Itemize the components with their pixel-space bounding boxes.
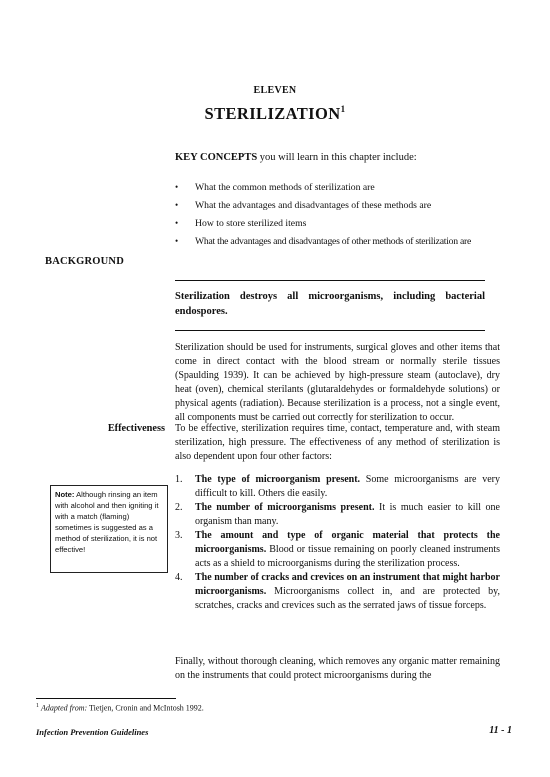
- note-text: Although rinsing an item with alcohol and then igniting it with a match (flaming) sometimes is suggested as a method of sterilization, it is not effective!: [55, 490, 159, 554]
- footnote-text: Tietjen, Cronin and McIntosh 1992.: [87, 703, 204, 713]
- factor-title: The amount and type of organic material that protects the microorganisms.: [195, 530, 500, 555]
- list-number: 2.: [175, 502, 183, 513]
- background-paragraph: Sterilization should be used for instruments, surgical gloves and other items that come in direct contact with the blood stream or normally sterile tissues (Spaulding 1939). It can be achieved by high-pressure steam (autoclave), dry heat (oven), chemical sterilants (glutaraldehydes or formaldehyde solutions) or physical agents (radiation). Because sterilization is a process, not a single event, all components must be carried out correctly for sterilization to occur.: [175, 342, 500, 423]
- title-footnote-mark: 1: [340, 103, 346, 114]
- list-item: [175, 473, 500, 501]
- section-heading-background: BACKGROUND: [45, 256, 125, 267]
- closing-paragraph: Finally, without thorough cleaning, which removes any organic matter remaining on the instruments that could protect microorganisms during the: [175, 656, 500, 681]
- footnote-rule: [36, 698, 176, 699]
- chapter-title: [0, 104, 550, 124]
- list-number: 1.: [175, 474, 183, 485]
- list-number: 4.: [175, 572, 183, 583]
- key-concepts-label: KEY CONCEPTS: [175, 152, 258, 163]
- list-item: [175, 232, 515, 250]
- list-item: [175, 196, 515, 214]
- margin-heading-effectiveness: Effectiveness: [107, 423, 165, 434]
- key-concepts-intro: [175, 152, 417, 163]
- footnote-label: Adapted from:: [41, 703, 88, 713]
- list-item-text: What the advantages and disadvantages of these methods are: [195, 200, 432, 211]
- list-item-text: How to store sterilized items: [195, 218, 307, 229]
- list-item-text: What the advantages and disadvantages of other methods of sterilization are: [195, 236, 472, 247]
- highlight-rule-bottom: [175, 330, 485, 331]
- factor-text: Blood or tissue remaining on poorly cleaned instruments acts as a shield to microorganisms during the sterilization process.: [195, 544, 500, 569]
- key-concepts-lead: you will learn in this chapter include:: [257, 152, 417, 163]
- note-box: [50, 485, 168, 573]
- factor-title: The number of cracks and crevices on an instrument that might harbor microorganisms.: [195, 572, 500, 597]
- note-label: Note:: [55, 490, 75, 499]
- factor-text: Microorganisms collect in, and are protected by, scratches, cracks and crevices such as the serrated jaws of tissue forceps.: [195, 586, 500, 611]
- bullet-icon: •: [175, 200, 179, 210]
- footer-title: Infection Prevention Guidelines: [36, 727, 149, 737]
- key-concepts-list: [175, 178, 515, 250]
- factor-text: Some microorganisms are very difficult to kill. Others die easily.: [195, 474, 500, 499]
- effectiveness-paragraph: To be effective, sterilization requires time, contact, temperature and, with steam sterilization, high pressure. The effectiveness of any method of sterilization is also dependent upon four other factors:: [175, 423, 500, 462]
- bullet-icon: •: [175, 236, 179, 246]
- list-item: [175, 178, 515, 196]
- chapter-title-text: STERILIZATION: [204, 104, 341, 123]
- factors-list: [175, 473, 500, 613]
- factor-title: The number of microorganisms present.: [195, 502, 375, 513]
- page-number: 11 - 1: [489, 725, 512, 736]
- chapter-number: ELEVEN: [253, 85, 297, 96]
- bullet-icon: •: [175, 182, 179, 192]
- list-number: 3.: [175, 530, 183, 541]
- bullet-icon: •: [175, 218, 179, 228]
- list-item: [175, 529, 500, 571]
- factor-title: The type of microorganism present.: [195, 474, 361, 485]
- highlight-statement: Sterilization destroys all microorganisms, including bacterial endospores.: [175, 291, 485, 317]
- list-item: [175, 571, 500, 613]
- factor-text: It is much easier to kill one organism than many.: [195, 502, 500, 527]
- list-item: [175, 501, 500, 529]
- list-item-text: What the common methods of sterilization are: [195, 182, 375, 193]
- list-item: [175, 214, 515, 232]
- footnote-mark: 1: [36, 703, 39, 709]
- footnote: [36, 703, 204, 713]
- highlight-rule-top: [175, 280, 485, 281]
